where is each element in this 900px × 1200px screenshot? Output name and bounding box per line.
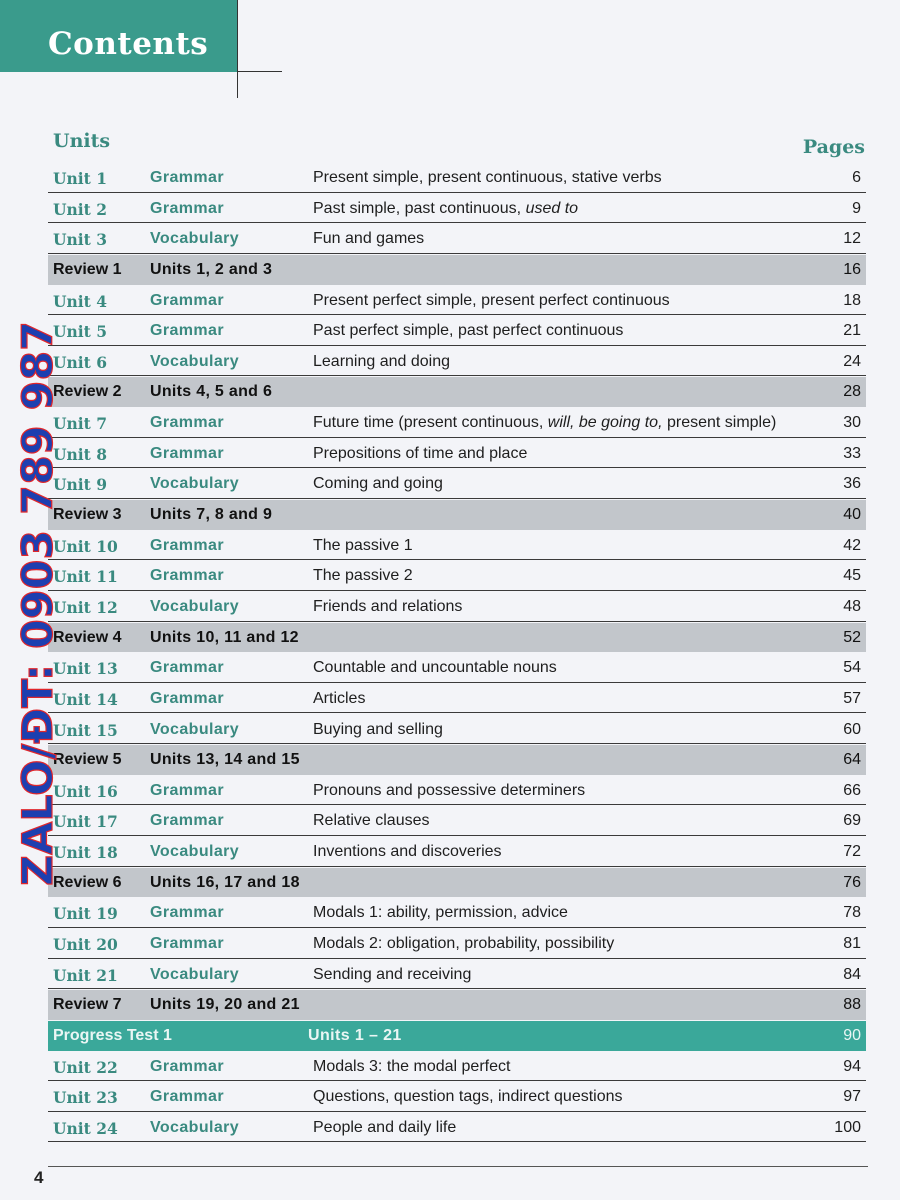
row-type-label: Units 13, 14 and 15 xyxy=(150,751,300,769)
toc-review-row xyxy=(48,990,866,1020)
row-page-number: 16 xyxy=(843,260,861,278)
row-page-number: 97 xyxy=(843,1088,861,1106)
watermark xyxy=(13,318,62,888)
toc-row xyxy=(48,194,866,224)
toc-row xyxy=(48,286,866,316)
row-page-number: 76 xyxy=(843,873,861,891)
row-page-number: 52 xyxy=(843,628,861,646)
row-topic xyxy=(313,782,585,800)
row-type-label: Vocabulary xyxy=(150,843,240,861)
contents-table xyxy=(48,163,866,1144)
page-title: Contents xyxy=(48,26,209,62)
row-unit-label: Review 3 xyxy=(53,506,122,524)
row-type-label: Units 1 – 21 xyxy=(308,1026,402,1044)
row-unit-label: Unit 6 xyxy=(53,352,108,372)
row-topic-text: Modals 1: ability, permission, advice xyxy=(313,904,568,922)
toc-row xyxy=(48,592,866,622)
row-unit-label: Review 2 xyxy=(53,383,122,401)
row-page-number: 18 xyxy=(843,291,861,309)
row-type-label: Units 16, 17 and 18 xyxy=(150,873,300,891)
toc-row xyxy=(48,898,866,928)
row-type-label: Grammar xyxy=(150,169,224,186)
row-topic xyxy=(313,353,450,371)
row-topic-text: Friends and relations xyxy=(313,597,463,615)
row-page-number: 94 xyxy=(843,1057,861,1075)
toc-row xyxy=(48,776,866,806)
row-page-number: 12 xyxy=(843,230,861,248)
row-topic-text: Fun and games xyxy=(313,230,425,248)
row-page-number: 57 xyxy=(843,689,861,707)
toc-row xyxy=(48,929,866,959)
row-topic xyxy=(313,721,443,739)
row-page-number: 24 xyxy=(843,352,861,370)
row-topic-text: Present simple, present continuous, stative verbs xyxy=(313,169,662,186)
row-page-number: 36 xyxy=(843,475,861,493)
row-unit-label: Unit 5 xyxy=(53,322,108,342)
pages-column-heading: Pages xyxy=(802,136,865,158)
toc-row xyxy=(48,224,866,254)
row-type-label: Grammar xyxy=(150,444,224,462)
row-topic xyxy=(313,414,776,432)
row-page-number: 90 xyxy=(843,1026,861,1044)
toc-row xyxy=(48,806,866,836)
row-unit-label: Unit 18 xyxy=(53,843,118,863)
row-unit-label: Unit 10 xyxy=(53,536,118,556)
row-unit-label: Unit 9 xyxy=(53,475,108,495)
page-number: 4 xyxy=(34,1168,44,1187)
row-topic xyxy=(313,812,430,830)
row-type-label: Grammar xyxy=(150,904,224,922)
row-topic xyxy=(313,567,413,585)
watermark-graphic xyxy=(13,318,62,888)
toc-review-row xyxy=(48,623,866,653)
row-page-number: 21 xyxy=(843,322,861,340)
row-type-label: Units 10, 11 and 12 xyxy=(150,628,299,646)
row-type-label: Units 7, 8 and 9 xyxy=(150,506,273,524)
row-topic-text: Relative clauses xyxy=(313,812,430,830)
row-type-label: Units 1, 2 and 3 xyxy=(150,260,273,278)
row-type-label: Grammar xyxy=(150,812,224,830)
row-topic-text: Future time (present continuous, xyxy=(313,414,548,432)
row-unit-label: Unit 23 xyxy=(53,1088,118,1108)
row-unit-label: Unit 8 xyxy=(53,444,108,464)
row-type-label: Grammar xyxy=(150,1057,224,1075)
row-topic xyxy=(313,445,527,463)
row-topic-text: Modals 3: the modal perfect xyxy=(313,1057,511,1075)
row-unit-label: Unit 24 xyxy=(53,1118,118,1138)
toc-row xyxy=(48,531,866,561)
toc-review-row xyxy=(48,745,866,775)
row-type-label: Vocabulary xyxy=(150,230,240,248)
row-type-label: Vocabulary xyxy=(150,597,240,615)
row-page-number: 78 xyxy=(843,904,861,922)
footer-rule xyxy=(48,1166,868,1167)
row-unit-label: Unit 2 xyxy=(53,199,108,219)
row-page-number: 72 xyxy=(843,843,861,861)
row-unit-label: Unit 1 xyxy=(53,169,108,188)
toc-review-row xyxy=(48,255,866,285)
row-unit-label: Unit 16 xyxy=(53,781,118,801)
row-topic-text: Questions, question tags, indirect questions xyxy=(313,1088,623,1106)
row-topic xyxy=(313,322,623,340)
toc-row xyxy=(48,1052,866,1082)
header-rule xyxy=(238,71,282,72)
row-type-label: Units 4, 5 and 6 xyxy=(150,383,273,401)
row-topic-text: Sending and receiving xyxy=(313,965,472,983)
row-type-label: Vocabulary xyxy=(150,1118,240,1136)
toc-row xyxy=(48,1082,866,1112)
row-page-number: 81 xyxy=(843,935,861,953)
row-type-label: Vocabulary xyxy=(150,352,240,370)
row-type-label: Vocabulary xyxy=(150,720,240,738)
toc-review-row xyxy=(48,500,866,530)
toc-review-row xyxy=(48,868,866,898)
toc-row xyxy=(48,469,866,499)
row-type-label: Grammar xyxy=(150,659,224,677)
toc-row xyxy=(48,653,866,683)
row-unit-label: Unit 19 xyxy=(53,904,118,924)
row-page-number: 9 xyxy=(852,199,861,217)
row-page-number: 64 xyxy=(843,751,861,769)
row-topic-text: Modals 2: obligation, probability, possibility xyxy=(313,935,615,953)
row-unit-label: Unit 13 xyxy=(53,659,118,679)
row-page-number: 48 xyxy=(843,597,861,615)
toc-row xyxy=(48,439,866,469)
row-unit-label: Review 5 xyxy=(53,751,122,769)
row-page-number: 42 xyxy=(843,536,861,554)
row-page-number: 69 xyxy=(843,812,861,830)
row-page-number: 40 xyxy=(843,506,861,524)
row-unit-label: Unit 20 xyxy=(53,935,118,955)
row-unit-label: Unit 21 xyxy=(53,965,118,985)
row-topic xyxy=(313,1119,456,1137)
row-topic-text-after: present simple) xyxy=(662,414,777,432)
row-type-label: Units 19, 20 and 21 xyxy=(150,996,300,1014)
header-rule-vertical xyxy=(237,0,238,98)
row-type-label: Vocabulary xyxy=(150,475,240,493)
row-topic xyxy=(313,230,424,248)
toc-row xyxy=(48,960,866,990)
row-page-number: 88 xyxy=(843,996,861,1014)
toc-row xyxy=(48,347,866,377)
row-topic xyxy=(313,200,578,218)
row-type-label: Grammar xyxy=(150,291,224,309)
row-topic-text: Countable and uncountable nouns xyxy=(313,659,557,677)
row-topic xyxy=(313,598,462,616)
row-topic xyxy=(313,904,568,922)
row-topic xyxy=(313,292,670,310)
row-page-number: 33 xyxy=(843,444,861,462)
toc-row xyxy=(48,163,866,193)
row-topic-text: Present perfect simple, present perfect continuous xyxy=(313,291,670,309)
row-topic xyxy=(313,843,502,861)
row-topic-text: Pronouns and possessive determiners xyxy=(313,781,586,799)
row-type-label: Grammar xyxy=(150,322,224,340)
row-unit-label: Review 4 xyxy=(53,628,122,646)
row-unit-label: Progress Test 1 xyxy=(53,1026,172,1044)
row-type-label: Grammar xyxy=(150,935,224,953)
row-unit-label: Review 1 xyxy=(53,260,122,278)
row-page-number: 60 xyxy=(843,720,861,738)
row-type-label: Grammar xyxy=(150,567,224,585)
toc-review-row xyxy=(48,377,866,407)
row-page-number: 100 xyxy=(834,1118,861,1136)
row-topic-text: Coming and going xyxy=(313,475,443,493)
row-type-label: Grammar xyxy=(150,536,224,554)
row-type-label: Grammar xyxy=(150,781,224,799)
row-topic xyxy=(313,475,443,493)
row-type-label: Grammar xyxy=(150,689,224,707)
row-topic-text: Inventions and discoveries xyxy=(313,843,502,861)
row-topic-emphasis: will, be going to, xyxy=(547,414,663,432)
row-topic xyxy=(313,1058,510,1076)
row-page-number: 84 xyxy=(843,965,861,983)
row-unit-label: Unit 12 xyxy=(53,597,118,617)
toc-row xyxy=(48,408,866,438)
row-topic xyxy=(313,169,662,187)
row-type-label: Grammar xyxy=(150,414,224,432)
row-topic xyxy=(313,935,614,953)
row-page-number: 30 xyxy=(843,414,861,432)
row-page-number: 45 xyxy=(843,567,861,585)
units-column-heading: Units xyxy=(53,130,111,152)
row-unit-label: Unit 22 xyxy=(53,1057,118,1077)
row-topic xyxy=(313,690,365,708)
row-topic xyxy=(313,1088,623,1106)
toc-row xyxy=(48,837,866,867)
row-unit-label: Review 7 xyxy=(53,996,122,1014)
row-unit-label: Unit 3 xyxy=(53,230,108,250)
row-topic xyxy=(313,659,557,677)
toc-row xyxy=(48,1113,866,1143)
row-topic-text: Articles xyxy=(313,689,366,707)
row-unit-label: Unit 15 xyxy=(53,720,118,740)
row-page-number: 28 xyxy=(843,383,861,401)
toc-row xyxy=(48,316,866,346)
toc-row xyxy=(48,684,866,714)
row-unit-label: Unit 14 xyxy=(53,689,118,709)
row-topic-emphasis: used to xyxy=(525,199,579,217)
row-page-number: 66 xyxy=(843,781,861,799)
row-topic-text: Learning and doing xyxy=(313,352,451,370)
row-type-label: Grammar xyxy=(150,199,224,217)
row-unit-label: Unit 17 xyxy=(53,812,118,832)
row-type-label: Vocabulary xyxy=(150,965,240,983)
row-page-number: 6 xyxy=(852,169,861,186)
toc-row xyxy=(48,715,866,745)
watermark-text: ZALO/ĐT: 0903 789 987 xyxy=(13,332,62,886)
row-topic-text: Prepositions of time and place xyxy=(313,444,528,462)
row-topic xyxy=(313,966,471,984)
row-topic xyxy=(313,537,413,555)
row-topic-text: The passive 1 xyxy=(313,536,413,554)
row-unit-label: Unit 4 xyxy=(53,291,108,311)
row-unit-label: Unit 7 xyxy=(53,414,108,434)
row-topic-text: Past perfect simple, past perfect continuous xyxy=(313,322,624,340)
row-topic-text: Buying and selling xyxy=(313,720,443,738)
row-page-number: 54 xyxy=(843,659,861,677)
toc-test-row xyxy=(48,1021,866,1051)
row-unit-label: Review 6 xyxy=(53,873,122,891)
row-type-label: Grammar xyxy=(150,1088,224,1106)
row-topic-text: People and daily life xyxy=(313,1118,457,1136)
row-topic-text: Past simple, past continuous, xyxy=(313,199,526,217)
row-topic-text: The passive 2 xyxy=(313,567,413,585)
toc-row xyxy=(48,561,866,591)
row-unit-label: Unit 11 xyxy=(53,567,118,587)
